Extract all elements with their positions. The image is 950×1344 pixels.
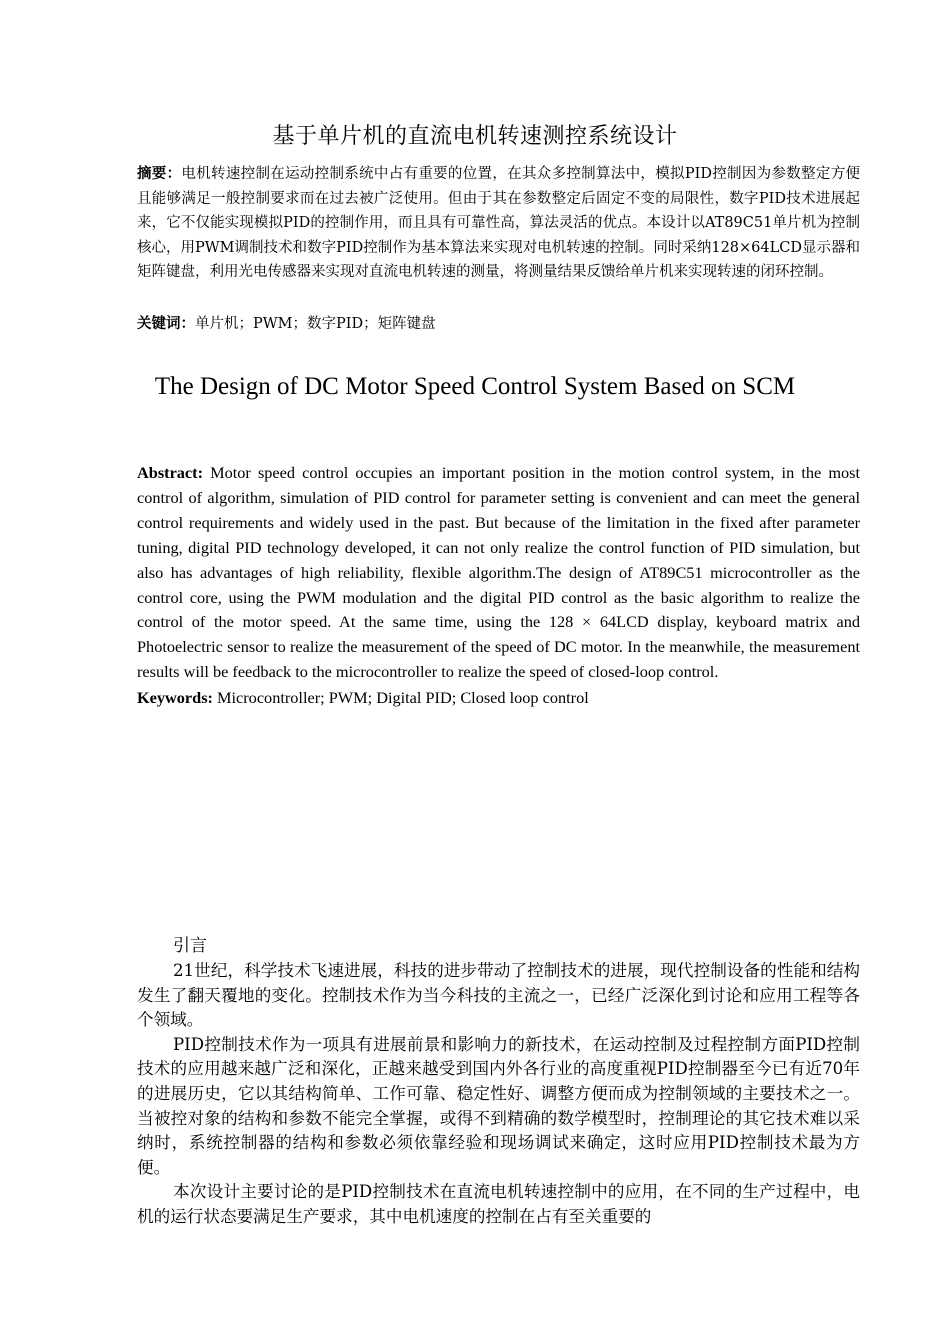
english-abstract-text: Motor speed control occupies an important position in the motion control system, in the most control of algorithm, simulation of PID control for parameter setting is convenient and can meet the general control requirements and widely used in the past. But because of the limitation in the fixed after parameter tuning, digital PID technology developed, it can not only realize the control function of PID simulation, but also has advantages of high reliability, flexible algorithm.The design of AT89C51 microcontroller as the control core, using the PWM modulation and the digital PID control as the basic algorithm to realize the control of the motor speed. At the same time, using the 128 × 64LCD display, keyboard matrix and Photoelectric sensor to realize the measurement of the speed of DC motor. In the meanwhile, the measurement results will be feedback to the microcontroller to realize the speed of closed-loop control.: [137, 463, 860, 682]
introduction-body: [137, 959, 860, 1230]
english-keywords: [137, 685, 860, 710]
chinese-keywords: [137, 312, 860, 336]
chinese-keywords-text: 单片机；PWM；数字PID；矩阵键盘: [195, 316, 436, 332]
chinese-abstract-label: 摘要：: [137, 166, 182, 182]
introduction-heading: 引言: [173, 936, 207, 956]
english-keywords-label: Keywords:: [137, 688, 213, 707]
introduction-paragraph: 本次设计主要讨论的是PID控制技术在直流电机转速控制中的应用，在不同的生产过程中，电机的运行状态要满足生产要求，其中电机速度的控制在占有至关重要的: [137, 1182, 860, 1226]
chinese-keywords-label: 关键词：: [137, 316, 195, 332]
introduction-paragraph: 21世纪，科学技术飞速进展，科技的进步带动了控制技术的进展，现代控制设备的性能和结构发生了翻天覆地的变化。控制技术作为当今科技的主流之一，已经广泛深化到讨论和应用工程等各个领域。: [137, 961, 860, 1030]
chinese-abstract-text: 电机转速控制在运动控制系统中占有重要的位置，在其众多控制算法中，模拟PID控制因为参数整定方便且能够满足一般控制要求而在过去被广泛使用。但由于其在参数整定后固定不变的局限性，数字PID技术进展起来，它不仅能实现模拟PID的控制作用，而且具有可靠性高，算法灵活的优点。本设计以AT89C51单片机为控制核心，用PWM调制技术和数字PID控制作为基本算法来实现对电机转速的控制。同时采纳128×64LCD显示器和矩阵键盘，利用光电传感器来实现对直流电机转速的测量，将测量结果反馈给单片机来实现转速的闭环控制。: [137, 166, 860, 281]
english-title: The Design of DC Motor Speed Control System Based on SCM: [154, 373, 796, 400]
introduction-paragraph: PID控制技术作为一项具有进展前景和影响力的新技术，在运动控制及过程控制方面PID控制技术的应用越来越广泛和深化，正越来越受到国内外各行业的高度重视PID控制器至今已有近70年的进展历史，它以其结构简单、工作可靠、稳定性好、调整方便而成为控制领域的主要技术之一。当被控对象的结构和参数不能完全掌握，或得不到精确的数学模型时，控制理论的其它技术难以采纳时，系统控制器的结构和参数必须依靠经验和现场调试来确定，这时应用PID控制技术最为方便。: [137, 1034, 860, 1177]
chinese-abstract: [137, 162, 860, 285]
english-abstract: [137, 461, 860, 685]
chinese-title: 基于单片机的直流电机转速测控系统设计: [272, 124, 678, 149]
english-abstract-label: Abstract:: [137, 463, 204, 482]
english-keywords-text: Microcontroller; PWM; Digital PID; Closed loop control: [212, 688, 589, 707]
